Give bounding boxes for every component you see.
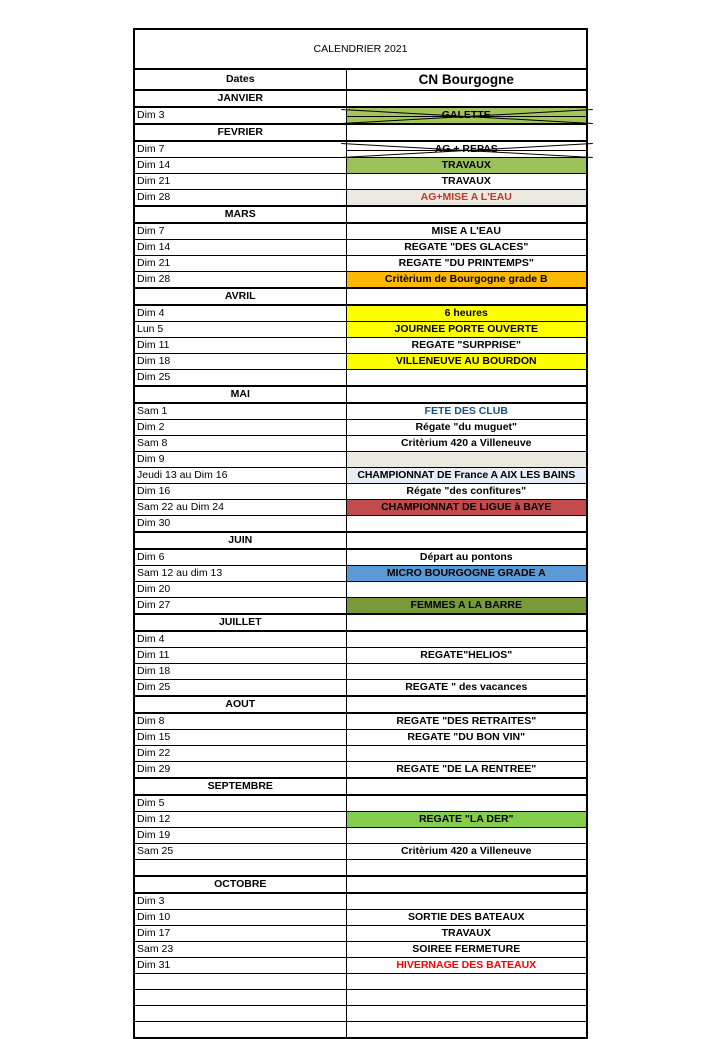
month-divider-row [134, 532, 587, 549]
cell-date[interactable]: Dim 7 [134, 223, 346, 240]
month-divider-row [134, 288, 587, 305]
table-row [134, 484, 587, 500]
cell-date[interactable] [134, 860, 346, 877]
cell-date[interactable] [134, 1022, 346, 1039]
table-row [134, 468, 587, 484]
table-row [134, 746, 587, 762]
month-divider-row [134, 696, 587, 713]
cell-date[interactable] [134, 1006, 346, 1022]
cell-event[interactable] [346, 403, 587, 420]
cell-date[interactable]: Dim 19 [134, 828, 346, 844]
event-label: REGATE "DES RETRAITES" [396, 715, 537, 727]
column-header-club: CN Bourgogne [346, 69, 587, 90]
calendar-body [134, 29, 587, 1038]
cell-date[interactable]: Dim 31 [134, 958, 346, 974]
cell-event[interactable] [346, 1006, 587, 1022]
cell-event[interactable] [346, 598, 587, 615]
month-divider-row [134, 124, 587, 141]
month-name: SEPTEMBRE [134, 778, 346, 795]
table-row [134, 910, 587, 926]
month-divider-row [134, 386, 587, 403]
table-row [134, 322, 587, 338]
cell-event[interactable] [346, 860, 587, 877]
cell-date[interactable]: Sam 12 au dim 13 [134, 566, 346, 582]
table-row [134, 141, 587, 158]
cell-date[interactable]: Sam 1 [134, 403, 346, 420]
event-label: FEMMES A LA BARRE [410, 599, 522, 611]
table-row [134, 582, 587, 598]
month-divider-row [134, 876, 587, 893]
cell-date[interactable]: Dim 4 [134, 305, 346, 322]
event-label: Départ au pontons [419, 551, 513, 563]
event-label: 6 heures [444, 307, 488, 319]
cell-event[interactable] [346, 582, 587, 598]
column-header-dates: Dates [134, 69, 346, 90]
month-divider-row [134, 614, 587, 631]
table-row [134, 664, 587, 680]
event-label: AG + REPAS [434, 143, 498, 155]
event-label: REGATE "DU BON VIN" [407, 731, 526, 743]
cell-date[interactable]: Dim 18 [134, 354, 346, 370]
table-row [134, 549, 587, 566]
cell-event[interactable] [346, 370, 587, 387]
table-row [134, 762, 587, 779]
calendar-table [133, 28, 588, 1039]
month-event-blank [346, 124, 587, 141]
month-name: JUILLET [134, 614, 346, 631]
event-label: REGATE "LA DER" [418, 813, 514, 825]
cell-event[interactable] [346, 926, 587, 942]
month-name: OCTOBRE [134, 876, 346, 893]
cell-date[interactable]: Dim 30 [134, 516, 346, 533]
cell-event[interactable] [346, 500, 587, 516]
table-row [134, 354, 587, 370]
table-row [134, 990, 587, 1006]
cell-date[interactable] [134, 990, 346, 1006]
event-label: TRAVAUX [441, 927, 491, 939]
month-name: AOUT [134, 696, 346, 713]
table-row [134, 958, 587, 974]
cell-event[interactable] [346, 713, 587, 730]
table-row [134, 240, 587, 256]
table-row [134, 812, 587, 828]
cell-date[interactable]: Dim 29 [134, 762, 346, 779]
header-row [134, 69, 587, 90]
cell-date[interactable]: Dim 15 [134, 730, 346, 746]
cell-date[interactable]: Dim 3 [134, 893, 346, 910]
cell-event[interactable] [346, 664, 587, 680]
cell-event[interactable] [346, 910, 587, 926]
month-name: MARS [134, 206, 346, 223]
cell-date[interactable]: Dim 18 [134, 664, 346, 680]
event-label: TRAVAUX [441, 159, 491, 171]
calendar-container [133, 28, 588, 1039]
table-row [134, 893, 587, 910]
month-event-blank [346, 778, 587, 795]
cell-date[interactable]: Dim 25 [134, 680, 346, 697]
table-row [134, 926, 587, 942]
cell-event[interactable] [346, 158, 587, 174]
table-row [134, 158, 587, 174]
event-label: Critèrium 420 a Villeneuve [400, 845, 532, 857]
title-row [134, 29, 587, 69]
cell-date[interactable]: Dim 4 [134, 631, 346, 648]
event-label: Critèrium 420 a Villeneuve [400, 437, 532, 449]
cell-date[interactable]: Dim 8 [134, 713, 346, 730]
cell-date[interactable]: Dim 28 [134, 272, 346, 289]
table-row [134, 713, 587, 730]
cell-event[interactable] [346, 256, 587, 272]
event-label: VILLENEUVE AU BOURDON [395, 355, 537, 367]
month-divider-row [134, 778, 587, 795]
cell-date[interactable]: Dim 14 [134, 158, 346, 174]
cell-event[interactable] [346, 893, 587, 910]
cell-event[interactable] [346, 648, 587, 664]
cell-event[interactable] [346, 420, 587, 436]
table-row [134, 795, 587, 812]
table-row [134, 223, 587, 240]
cell-event[interactable] [346, 468, 587, 484]
event-label: AG+MISE A L'EAU [420, 191, 512, 203]
table-row [134, 598, 587, 615]
month-event-blank [346, 876, 587, 893]
event-label: Régate "des confitures" [406, 485, 527, 497]
cell-date[interactable]: Dim 16 [134, 484, 346, 500]
cell-event[interactable] [346, 107, 587, 124]
event-label: Régate "du muguet" [415, 421, 518, 433]
table-row [134, 174, 587, 190]
event-label: SORTIE DES BATEAUX [408, 911, 525, 923]
cell-date[interactable]: Dim 27 [134, 598, 346, 615]
cell-date[interactable]: Dim 7 [134, 141, 346, 158]
month-name: FEVRIER [134, 124, 346, 141]
cell-date[interactable]: Dim 25 [134, 370, 346, 387]
table-row [134, 680, 587, 697]
table-row [134, 452, 587, 468]
cell-event[interactable] [346, 174, 587, 190]
cell-event[interactable] [346, 844, 587, 860]
cell-date[interactable]: Dim 12 [134, 812, 346, 828]
cell-date[interactable]: Dim 10 [134, 910, 346, 926]
cell-event[interactable] [346, 680, 587, 697]
month-event-blank [346, 90, 587, 107]
table-row [134, 1006, 587, 1022]
cell-event[interactable] [346, 631, 587, 648]
cell-event[interactable] [346, 974, 587, 990]
cell-event[interactable] [346, 223, 587, 240]
cell-date[interactable]: Lun 5 [134, 322, 346, 338]
event-label: REGATE "DE LA RENTREE" [396, 763, 537, 775]
event-label: TRAVAUX [441, 175, 491, 187]
table-row [134, 403, 587, 420]
cell-event[interactable] [346, 566, 587, 582]
table-row [134, 828, 587, 844]
cell-event[interactable] [346, 990, 587, 1006]
cell-date[interactable]: Dim 3 [134, 107, 346, 124]
cell-event[interactable] [346, 942, 587, 958]
month-event-blank [346, 288, 587, 305]
event-label: REGATE " des vacances [405, 681, 528, 693]
table-row [134, 730, 587, 746]
cell-event[interactable] [346, 240, 587, 256]
table-row [134, 516, 587, 533]
cell-event[interactable] [346, 1022, 587, 1039]
month-event-blank [346, 386, 587, 403]
table-row [134, 338, 587, 354]
event-label: REGATE "DES GLACES" [404, 241, 529, 253]
cell-event[interactable] [346, 549, 587, 566]
event-label: HIVERNAGE DES BATEAUX [396, 959, 537, 971]
table-row [134, 256, 587, 272]
event-label: MISE A L'EAU [431, 225, 501, 237]
cell-date[interactable]: Dim 20 [134, 582, 346, 598]
table-row [134, 566, 587, 582]
cell-date[interactable]: Dim 28 [134, 190, 346, 207]
cell-event[interactable] [346, 828, 587, 844]
cell-event[interactable] [346, 338, 587, 354]
month-event-blank [346, 696, 587, 713]
cell-date[interactable]: Dim 21 [134, 174, 346, 190]
cell-event[interactable] [346, 305, 587, 322]
table-row [134, 190, 587, 207]
cell-date[interactable]: Dim 11 [134, 648, 346, 664]
cell-event[interactable] [346, 516, 587, 533]
event-label: REGATE"HELIOS" [420, 649, 513, 661]
cell-date[interactable]: Sam 23 [134, 942, 346, 958]
event-label: CHAMPIONNAT DE LIGUE à BAYE [381, 501, 552, 513]
event-label: REGATE "SURPRISE" [411, 339, 522, 351]
cell-date[interactable]: Dim 14 [134, 240, 346, 256]
cell-event[interactable] [346, 730, 587, 746]
event-label: SOIREE FERMETURE [412, 943, 521, 955]
cell-date[interactable]: Dim 11 [134, 338, 346, 354]
cell-event[interactable] [346, 812, 587, 828]
cell-date[interactable]: Dim 5 [134, 795, 346, 812]
table-row [134, 942, 587, 958]
cell-event[interactable] [346, 322, 587, 338]
cell-event[interactable] [346, 452, 587, 468]
table-row [134, 648, 587, 664]
cell-event[interactable] [346, 190, 587, 207]
cell-date[interactable]: Dim 6 [134, 549, 346, 566]
month-event-blank [346, 614, 587, 631]
cell-date[interactable]: Jeudi 13 au Dim 16 [134, 468, 346, 484]
table-row [134, 305, 587, 322]
cell-date[interactable]: Dim 9 [134, 452, 346, 468]
cell-event[interactable] [346, 484, 587, 500]
table-row [134, 974, 587, 990]
cell-event[interactable] [346, 436, 587, 452]
month-event-blank [346, 206, 587, 223]
month-name: JUIN [134, 532, 346, 549]
table-row [134, 500, 587, 516]
event-label: MICRO BOURGOGNE GRADE A [386, 567, 546, 579]
cell-date[interactable]: Sam 22 au Dim 24 [134, 500, 346, 516]
event-label: JOURNEE PORTE OUVERTE [394, 323, 539, 335]
month-name: MAI [134, 386, 346, 403]
cell-date[interactable] [134, 974, 346, 990]
cell-event[interactable] [346, 141, 587, 158]
table-row [134, 844, 587, 860]
month-event-blank [346, 532, 587, 549]
cell-event[interactable] [346, 958, 587, 974]
event-label: REGATE "DU PRINTEMPS" [398, 257, 534, 269]
event-label: FETE DES CLUB [424, 405, 508, 417]
table-row [134, 1022, 587, 1039]
month-divider-row [134, 206, 587, 223]
cell-event[interactable] [346, 795, 587, 812]
table-row [134, 631, 587, 648]
table-row [134, 436, 587, 452]
cell-event[interactable] [346, 762, 587, 779]
month-name: JANVIER [134, 90, 346, 107]
cell-date[interactable]: Dim 22 [134, 746, 346, 762]
cell-event[interactable] [346, 272, 587, 289]
event-label: CHAMPIONNAT DE France A AIX LES BAINS [357, 469, 576, 481]
cell-date[interactable]: Dim 21 [134, 256, 346, 272]
event-label: GALETTE [441, 109, 491, 121]
cell-event[interactable] [346, 746, 587, 762]
table-row [134, 420, 587, 436]
table-row [134, 272, 587, 289]
month-divider-row [134, 90, 587, 107]
month-name: AVRIL [134, 288, 346, 305]
cell-event[interactable] [346, 354, 587, 370]
table-row [134, 107, 587, 124]
cell-date[interactable]: Sam 8 [134, 436, 346, 452]
cell-date[interactable]: Dim 2 [134, 420, 346, 436]
table-row [134, 860, 587, 877]
cell-date[interactable]: Sam 25 [134, 844, 346, 860]
cell-date[interactable]: Dim 17 [134, 926, 346, 942]
table-row [134, 370, 587, 387]
event-label: Critèrium de Bourgogne grade B [384, 273, 548, 285]
page-title: CALENDRIER 2021 [134, 29, 587, 69]
